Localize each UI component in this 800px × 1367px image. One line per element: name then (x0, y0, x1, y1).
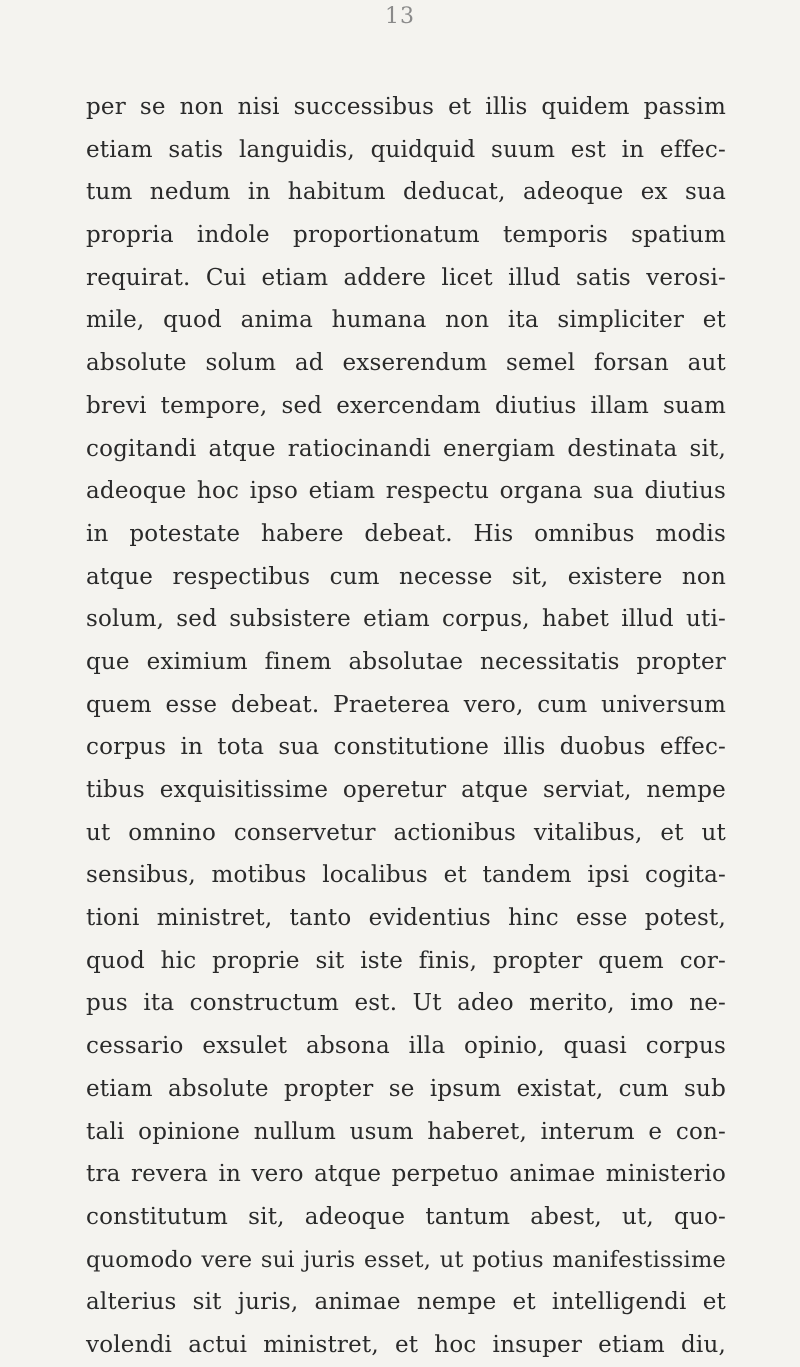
text-line: sensibus, motibus localibus et tandem ipsi cogita- (86, 862, 726, 889)
text-line: adeoque hoc ipso etiam respectu organa sua diutius (86, 478, 726, 505)
page-number: 13 (385, 4, 415, 29)
text-line: cessario exsulet absona illa opinio, quasi corpus (86, 1033, 726, 1060)
text-line: volendi actui ministret, et hoc insuper etiam diu, (86, 1331, 726, 1358)
text-line: absolute solum ad exserendum semel forsan aut (86, 350, 726, 377)
text-line: tioni ministret, tanto evidentius hinc esse potest, (86, 905, 726, 932)
text-line: constitutum sit, adeoque tantum abest, ut, quo- (86, 1203, 726, 1230)
text-line: pus ita constructum est. Ut adeo merito, imo ne- (86, 990, 726, 1017)
text-line: etiam absolute propter se ipsum existat, cum sub (86, 1075, 726, 1102)
text-line: quomodo vere sui juris esset, ut potius manifestissime (86, 1246, 726, 1273)
text-line: quod hic proprie sit iste finis, propter quem cor- (86, 947, 726, 974)
text-line: propria indole proportionatum temporis spatium (86, 222, 726, 249)
text-line: mile, quod anima humana non ita simpliciter et (86, 307, 726, 334)
body-text (86, 86, 726, 1367)
text-line: tra revera in vero atque perpetuo animae ministerio (86, 1161, 726, 1188)
text-line: requirat. Cui etiam addere licet illud satis verosi- (86, 264, 726, 291)
text-line: in potestate habere debeat. His omnibus modis (86, 520, 726, 547)
text-line: que eximium finem absolutae necessitatis propter (86, 648, 726, 675)
text-line: atque respectibus cum necesse sit, existere non (86, 563, 726, 590)
text-line: corpus in tota sua constitutione illis duobus effec- (86, 734, 726, 761)
text-line: brevi tempore, sed exercendam diutius illam suam (86, 392, 726, 419)
text-line: tum nedum in habitum deducat, adeoque ex sua (86, 179, 726, 206)
text-line: alterius sit juris, animae nempe et intelligendi et (86, 1289, 726, 1316)
text-line: tali opinione nullum usum haberet, interum e con- (86, 1118, 726, 1145)
text-line: solum, sed subsistere etiam corpus, habet illud uti- (86, 606, 726, 633)
text-line: cogitandi atque ratiocinandi energiam destinata sit, (86, 435, 726, 462)
text-line: tibus exquisitissime operetur atque serviat, nempe (86, 777, 726, 803)
text-line: ut omnino conservetur actionibus vitalibus, et ut (86, 819, 726, 846)
text-line: per se non nisi successibus et illis quidem passim (86, 94, 726, 120)
text-line: etiam satis languidis, quidquid suum est in effec- (86, 136, 726, 163)
text-line: quem esse debeat. Praeterea vero, cum universum (86, 691, 726, 718)
